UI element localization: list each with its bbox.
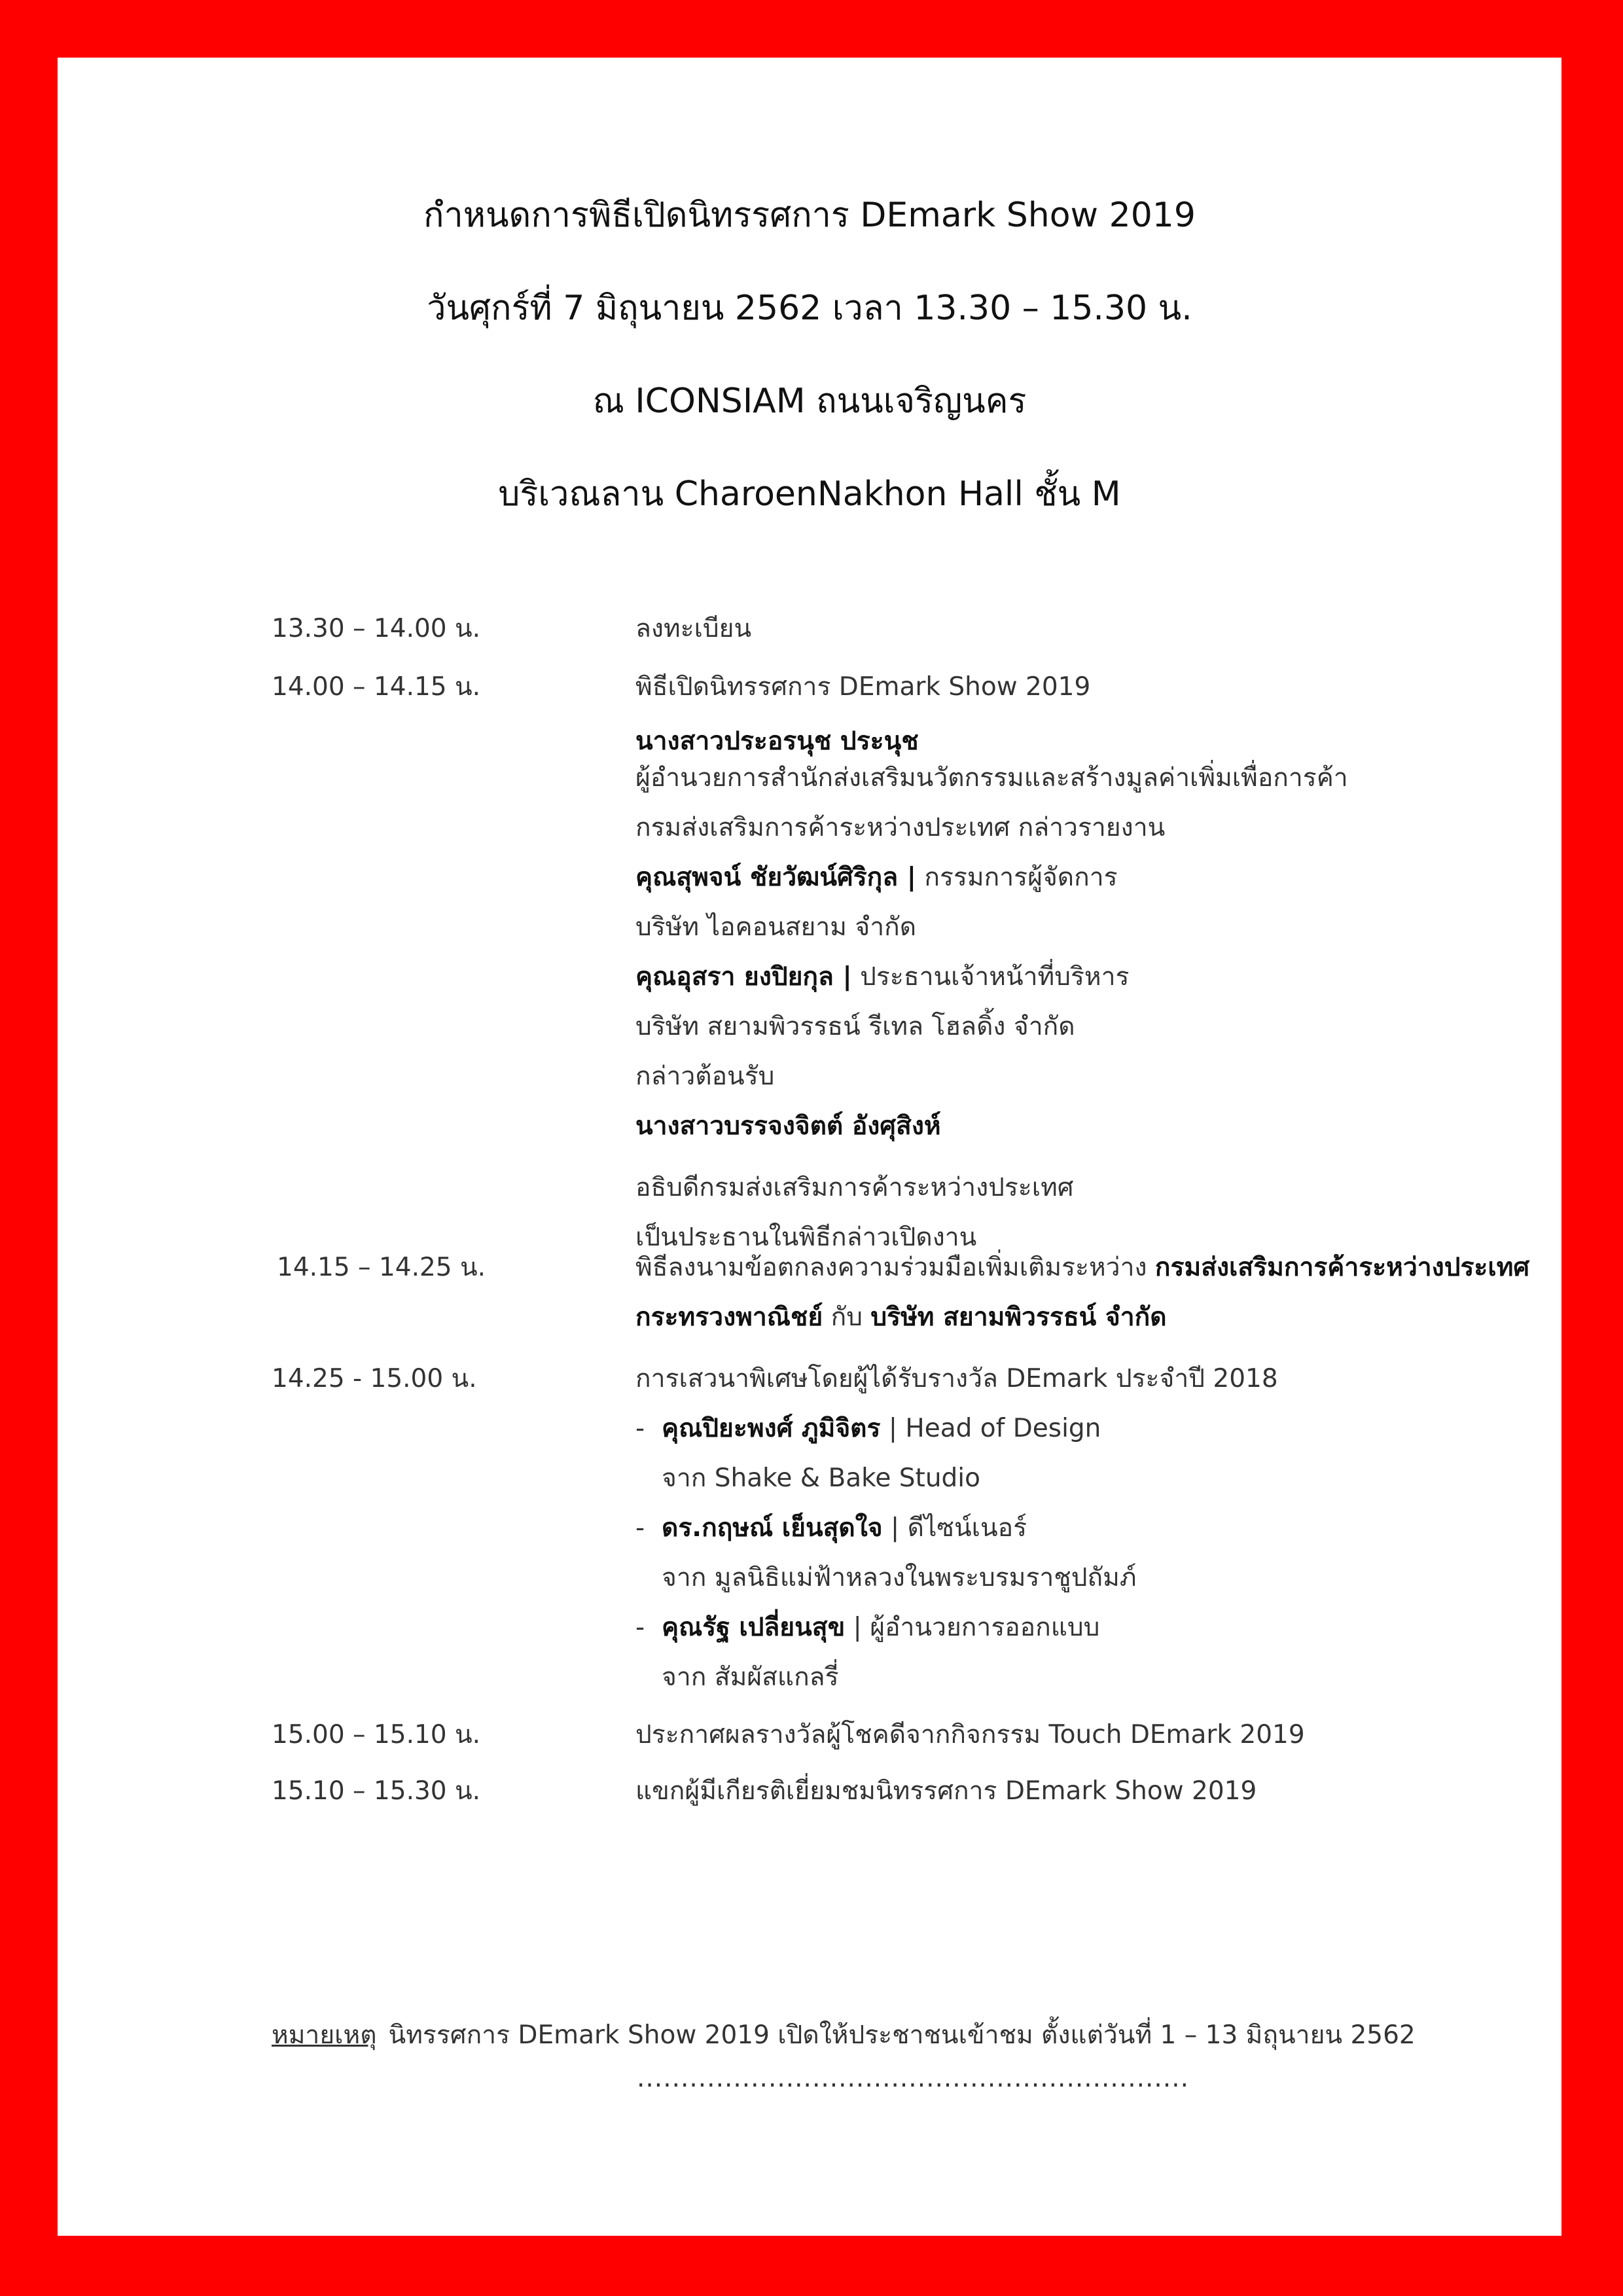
agenda-desc: ประกาศผลรางวัลผู้โชคดีจากกิจกรรม Touch DEmark 2019 [635,1720,1305,1749]
speaker-title: ผู้อำนวยการสำนักส่งเสริมนวัตกรรมและสร้างมูลค่าเพิ่มเพื่อการค้า [635,763,1348,793]
agenda-desc: พิธีลงนามข้อตกลงความร่วมมือเพิ่มเติมระหว่าง [635,1253,1155,1282]
panelist-from: จาก มูลนิธิแม่ฟ้าหลวงในพระบรมราชูปถัมภ์ [662,1563,1137,1592]
agenda-row [272,1243,1530,1293]
agenda-row [272,662,1515,712]
agenda-time: 14.15 – 14.25 น. [277,1253,486,1282]
speaker-title: ประธานเจ้าหน้าที่บริหาร [851,962,1130,992]
agenda-row [272,1710,1515,1760]
agenda-row [272,1102,1515,1151]
agenda-row [272,604,1515,654]
panelist-from: จาก สัมผัสแกลรี่ [662,1662,839,1692]
speaker-name: คุณสุพจน์ ชัยวัฒน์ศิริกุล | [635,863,917,892]
agenda-row [272,1354,1515,1404]
agenda-row [272,803,1515,853]
agenda-row [272,903,1515,952]
conjunction: กับ [823,1302,871,1332]
agenda-row: - คุณรัฐ เปลี่ยนสุข | ผู้อำนวยการออกแบบ [635,1613,1100,1642]
dotted-divider: ............................................................... [637,2064,1190,2093]
agenda-row [272,853,1515,903]
agenda-row [272,1653,1515,1702]
agenda-time: 14.00 – 14.15 น. [272,672,481,702]
panelist-role: | ผู้อำนวยการออกแบบ [845,1613,1100,1642]
agenda-desc: แขกผู้มีเกียรติเยี่ยมชมนิทรรศการ DEmark Show 2019 [635,1776,1257,1806]
speaker-org: กรมส่งเสริมการค้าระหว่างประเทศ กล่าวรายงาน [635,813,1166,842]
speaker-role: เป็นประธานในพิธีกล่าวเปิดงาน [635,1223,977,1252]
note [272,2015,1416,2055]
note-label: หมายเหตุ [272,2020,377,2050]
agenda-row: - ดร.กฤษณ์ เย็นสุดใจ | ดีไซน์เนอร์ [635,1513,1027,1543]
agenda-row [272,1293,1515,1342]
agenda [272,604,1530,1806]
agenda-time: 13.30 – 14.00 น. [272,614,481,643]
title-line-2: วันศุกร์ที่ 7 มิถุนายน 2562 เวลา 13.30 – 15.30 น. [427,289,1192,328]
agenda-desc: การเสวนาพิเศษโดยผู้ได้รับรางวัล DEmark ประจำปี 2018 [635,1364,1278,1393]
agenda-row [272,1767,1515,1816]
panelist-name: ดร.กฤษณ์ เย็นสุดใจ [662,1513,883,1543]
welcome-text: กล่าวต้อนรับ [635,1062,775,1091]
title-block [58,169,1561,541]
agenda-row [272,1052,1515,1102]
panelist-name: คุณปิยะพงศ์ ภูมิจิตร [662,1414,881,1443]
document-page [58,58,1561,2236]
agenda-time: 15.00 – 15.10 น. [272,1720,481,1749]
agenda-row [272,1002,1515,1052]
speaker-name: นางสาวประอรนุช ประนุช [635,726,919,756]
agenda-desc: พิธีเปิดนิทรรศการ DEmark Show 2019 [635,672,1091,702]
org-name: กรมส่งเสริมการค้าระหว่างประเทศ [1154,1253,1530,1282]
title-line-1: กำหนดการพิธีเปิดนิทรรศการ DEmark Show 2019 [423,196,1196,235]
speaker-org: บริษัท ไอคอนสยาม จำกัด [635,912,917,942]
agenda-row [272,753,1515,803]
title-line-4: บริเวณลาน CharoenNakhon Hall ชั้น M [498,475,1121,514]
agenda-row [272,1553,1515,1603]
speaker-name: นางสาวบรรจงจิตต์ อังศุสิงห์ [635,1111,941,1141]
panelist-role: | ดีไซน์เนอร์ [882,1513,1027,1543]
panelist-role: | Head of Design [880,1414,1101,1443]
agenda-row [272,952,1515,1002]
agenda-desc: ลงทะเบียน [635,614,752,643]
panelist-from: จาก Shake & Bake Studio [662,1463,980,1493]
speaker-title: กรรมการผู้จัดการ [916,863,1118,892]
note-text: นิทรรศการ DEmark Show 2019 เปิดให้ประชาชนเข้าชม ตั้งแต่วันที่ 1 – 13 มิถุนายน 2562 [388,2020,1416,2050]
agenda-row: - คุณปิยะพงศ์ ภูมิจิตร | Head of Design [635,1414,1101,1443]
panelist-name: คุณรัฐ เปลี่ยนสุข [662,1613,846,1642]
title-line-3: ณ ICONSIAM ถนนเจริญนคร [592,382,1027,421]
speaker-org: บริษัท สยามพิวรรธน์ รีเทล โฮลดิ้ง จำกัด [635,1012,1075,1041]
org-name: กระทรวงพาณิชย์ [635,1302,823,1332]
agenda-row [272,1454,1515,1503]
speaker-title: อธิบดีกรมส่งเสริมการค้าระหว่างประเทศ [635,1173,1074,1202]
speaker-name: คุณอุสรา ยงปิยกุล | [635,962,852,992]
agenda-time: 15.10 – 15.30 น. [272,1776,481,1806]
agenda-time: 14.25 - 15.00 น. [272,1364,477,1393]
agenda-row [272,1163,1515,1213]
org-name: บริษัท สยามพิวรรธน์ จำกัด [870,1302,1167,1332]
